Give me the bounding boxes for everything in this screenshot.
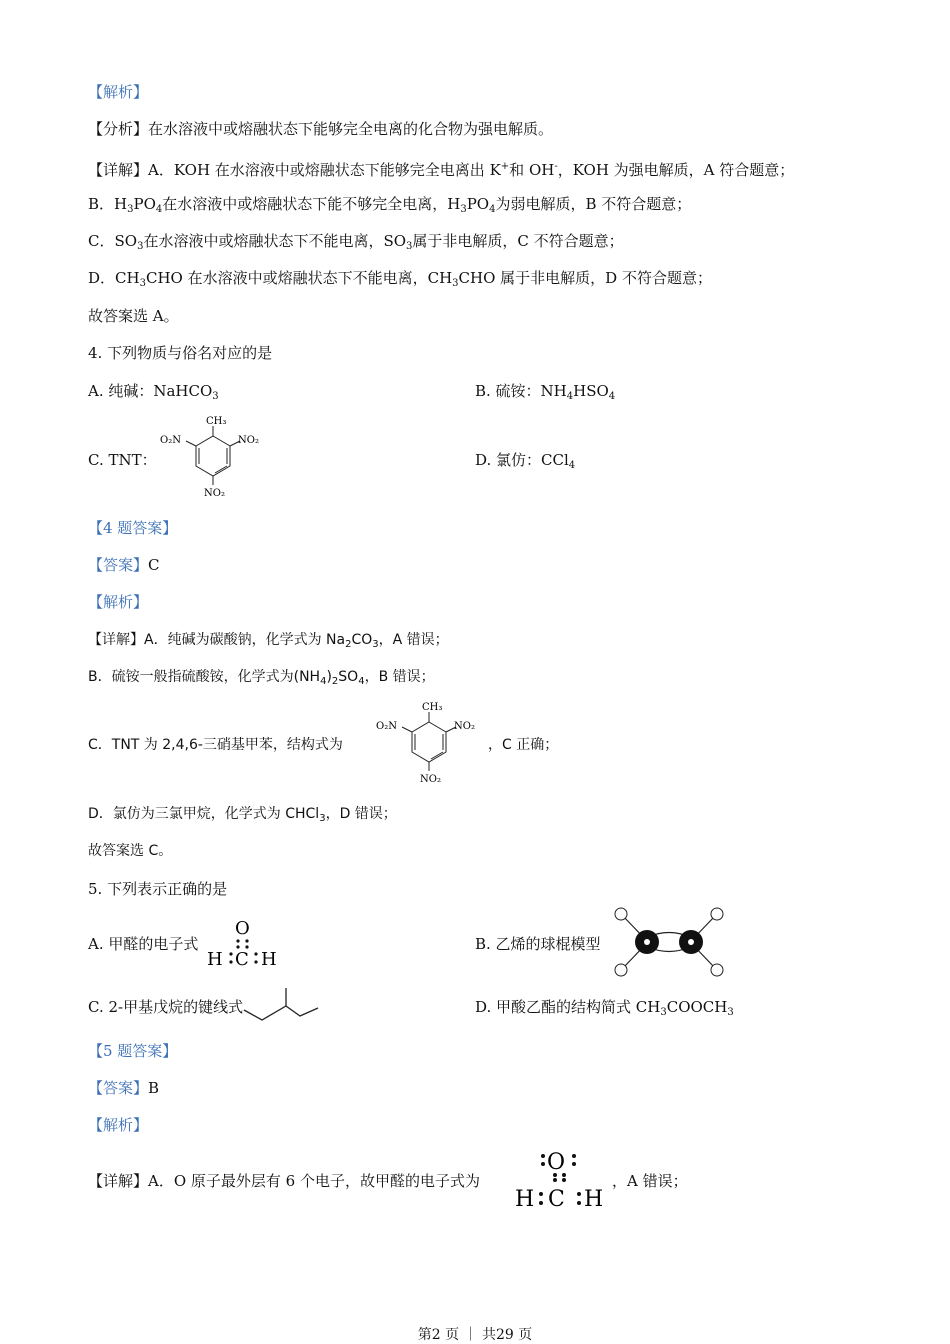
question-4-stem: 4. 下列物质与俗名对应的是 xyxy=(88,344,273,362)
text: A．纯碱为碳酸钠，化学式为 Na xyxy=(144,632,346,648)
text: D. 甲酸乙酯的结构简式 CH xyxy=(475,998,661,1016)
text: C. TNT： xyxy=(88,451,157,469)
subscript: 3 xyxy=(137,241,144,252)
text: A．O 原子最外层有 6 个电子，故甲醛的电子式为 xyxy=(148,1172,480,1190)
superscript: - xyxy=(554,161,558,172)
text: CHO 属于非电解质，D 不符合题意； xyxy=(458,269,712,287)
tnt-structure-option-c xyxy=(158,412,268,502)
tag-xiangjie: 【详解】 xyxy=(88,1172,149,1190)
q5-detail-a-text xyxy=(88,1171,480,1191)
subscript: 3 xyxy=(127,204,134,215)
formaldehyde-lewis-option-a xyxy=(205,914,285,970)
q4-option-b xyxy=(475,381,615,407)
subscript: 2 xyxy=(345,639,352,650)
question-5-stem: 5. 下列表示正确的是 xyxy=(88,880,228,898)
text: D．氯仿为三氯甲烷，化学式为 CHCl xyxy=(88,806,320,822)
text: D．CH xyxy=(88,269,140,287)
carbon-label: C xyxy=(548,1187,565,1212)
carbon-chain xyxy=(244,1006,318,1020)
text: COOCH xyxy=(666,998,728,1016)
text: ，D 错误； xyxy=(325,806,397,822)
text: PO xyxy=(133,195,156,213)
no2-right-label: NO₂ xyxy=(238,435,259,446)
oxygen-label: O xyxy=(235,918,250,939)
carbon-atoms xyxy=(635,930,703,954)
text: C. 2-甲基戊烷的键线式 xyxy=(88,998,244,1016)
conclusion-q4: 故答案选 C。 xyxy=(88,843,173,859)
analysis-line xyxy=(88,119,553,139)
text: 在水溶液中或熔融状态下不能电离，SO xyxy=(143,232,407,250)
subscript: 3 xyxy=(212,391,219,402)
detail-line-b xyxy=(88,194,691,220)
q5-answer xyxy=(88,1078,159,1098)
text: ) xyxy=(326,669,332,685)
text: SO xyxy=(338,669,359,685)
subscript: 3 xyxy=(460,204,467,215)
carbon-label: C xyxy=(235,949,249,970)
detail-line-c xyxy=(88,231,624,257)
text: A．KOH 在水溶液中或熔融状态下能够完全电离出 K xyxy=(148,161,501,179)
subscript: 4 xyxy=(568,460,576,471)
q4-detail-a xyxy=(88,630,449,655)
text: A. 纯碱：NaHCO xyxy=(88,382,213,400)
no2-left-label: O₂N xyxy=(160,435,181,446)
q5-option-a xyxy=(88,934,198,954)
hydrogen-right-label: H xyxy=(584,1187,604,1212)
page-footer: 第2 页 ｜ 共29 页 xyxy=(417,1327,533,1343)
q5-option-c xyxy=(88,997,243,1017)
oxygen-label: O xyxy=(547,1150,566,1175)
subscript: 3 xyxy=(727,1007,734,1018)
text: B. 乙烯的球棍模型 xyxy=(475,935,601,953)
benzene-ring xyxy=(402,712,456,771)
subscript: 3 xyxy=(406,241,413,252)
text: ，B 错误； xyxy=(364,669,435,685)
text: D. 氯仿：CCl xyxy=(475,451,569,469)
no2-right-label: NO₂ xyxy=(454,721,475,732)
answer-value: C xyxy=(148,556,160,574)
tag-answer: 【答案】 xyxy=(88,1079,149,1097)
tag-xiangjie: 【详解】 xyxy=(88,632,144,648)
text: B. 硫铵：NH xyxy=(475,382,567,400)
hydrogen-left-label: H xyxy=(207,949,223,970)
text: HSO xyxy=(573,382,609,400)
text: B．H xyxy=(88,195,128,213)
text: A. 甲醛的电子式 xyxy=(88,935,199,953)
formaldehyde-lewis-explanation xyxy=(512,1142,612,1212)
q4-detail-d xyxy=(88,804,397,829)
subscript: 3 xyxy=(139,278,146,289)
text: 属于非电解质，C 不符合题意； xyxy=(412,232,624,250)
subscript: 4 xyxy=(608,391,616,402)
ch3-label: CH₃ xyxy=(206,416,227,427)
subscript: 4 xyxy=(155,204,163,215)
benzene-ring xyxy=(186,426,240,485)
q4-detail-c-tail: ，C 正确； xyxy=(488,737,559,753)
subscript: 4 xyxy=(489,204,496,215)
q5-answer-heading: 【5 题答案】 xyxy=(88,1042,178,1060)
q4-detail-c-text xyxy=(88,735,343,755)
text: PO xyxy=(466,195,490,213)
answer-value: B xyxy=(148,1079,160,1097)
text: CHO 在水溶液中或熔融状态下不能电离，CH xyxy=(145,269,453,287)
superscript: + xyxy=(500,161,510,172)
text: CO xyxy=(351,632,373,648)
tag-fenxi: 【分析】 xyxy=(88,120,149,138)
text: 和 OH xyxy=(509,161,555,179)
ch3-label: CH₃ xyxy=(422,702,443,713)
subscript: 3 xyxy=(372,639,379,650)
no2-bottom-label: NO₂ xyxy=(204,488,225,499)
subscript: 3 xyxy=(452,278,459,289)
hydrogen-right-label: H xyxy=(261,949,277,970)
q4-option-d xyxy=(475,450,575,476)
conclusion-q3: 故答案选 A。 xyxy=(88,307,179,325)
hydrogen-left-label: H xyxy=(515,1187,535,1212)
subscript: 4 xyxy=(566,391,574,402)
text: C．SO xyxy=(88,232,138,250)
text: ，KOH 为强电解质，A 符合题意； xyxy=(557,161,795,179)
analysis-text: 在水溶液中或熔融状态下能够完全电离的化合物为强电解质。 xyxy=(148,120,554,138)
q4-answer-heading: 【4 题答案】 xyxy=(88,519,178,537)
q4-option-c xyxy=(88,450,157,470)
q4-answer xyxy=(88,555,160,575)
q5-detail-a-tail: ，A 错误； xyxy=(612,1172,688,1190)
q5-analysis-tag: 【解析】 xyxy=(88,1116,149,1134)
text: C．TNT 为 2,4,6-三硝基甲苯，结构式为 xyxy=(88,737,343,753)
ethylene-ball-stick-model xyxy=(612,906,727,978)
hydrogen-atoms xyxy=(615,908,723,976)
detail-line-d xyxy=(88,268,712,294)
tag-xiangjie: 【详解】 xyxy=(88,161,149,179)
subscript: 3 xyxy=(660,1007,667,1018)
tnt-structure-explanation xyxy=(374,698,484,788)
text: ，A 错误； xyxy=(378,632,449,648)
tag-answer: 【答案】 xyxy=(88,556,149,574)
detail-line-a xyxy=(88,157,794,180)
q4-option-a xyxy=(88,381,219,407)
methylpentane-skeletal xyxy=(240,986,325,1026)
subscript: 4 xyxy=(358,676,365,687)
no2-left-label: O₂N xyxy=(376,721,397,732)
subscript: 4 xyxy=(320,676,327,687)
text: 在水溶液中或熔融状态下能不够完全电离，H xyxy=(162,195,461,213)
q4-detail-b xyxy=(88,667,435,692)
subscript: 2 xyxy=(331,676,339,687)
no2-bottom-label: NO₂ xyxy=(420,774,441,785)
text: B．硫铵一般指硫酸铵，化学式为(NH xyxy=(88,669,321,685)
section-tag-analysis: 【解析】 xyxy=(88,83,149,101)
subscript: 3 xyxy=(319,813,326,824)
q5-option-d xyxy=(475,997,734,1023)
text: 为弱电解质，B 不符合题意； xyxy=(495,195,692,213)
q4-analysis-tag: 【解析】 xyxy=(88,593,149,611)
q5-option-b xyxy=(475,934,601,954)
